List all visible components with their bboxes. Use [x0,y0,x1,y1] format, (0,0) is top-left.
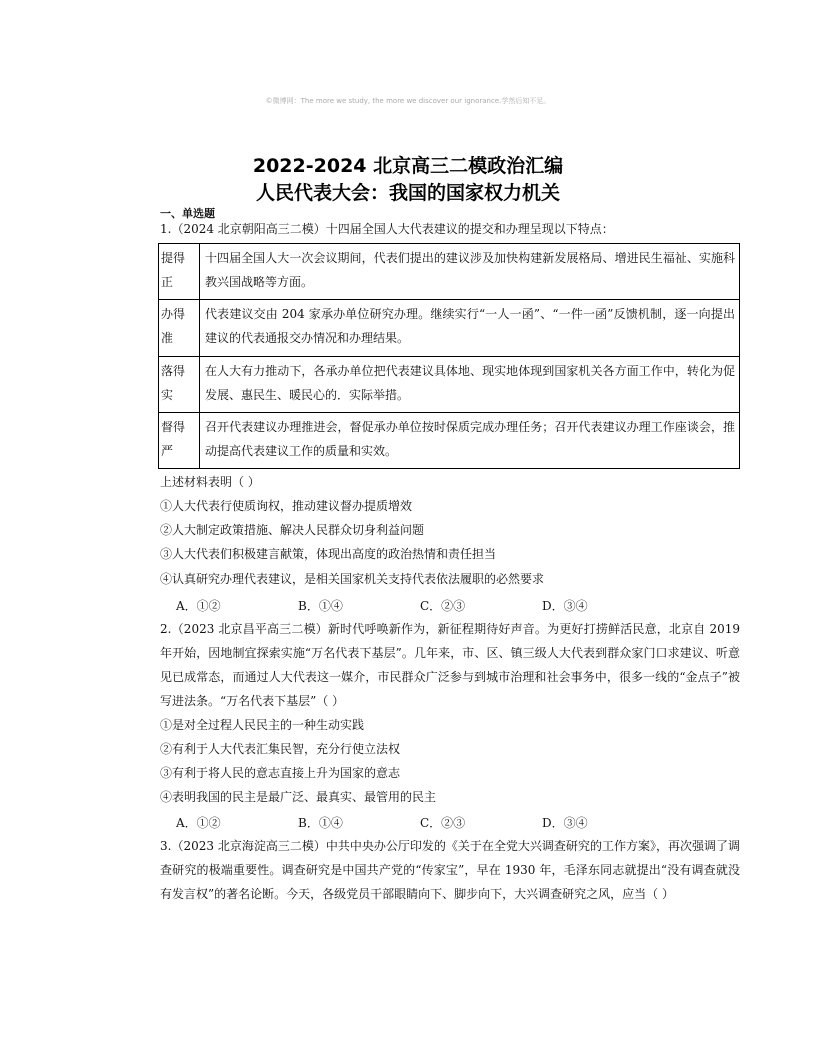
option-c: C．②③ [420,599,466,613]
q3-stem: 3.（2023 北京海淀高三二模）中共中央办公厅印发的《关于在全党大兴调查研究的工作方案》，再次强调了调查研究的极端重要性。调查研究是中国共产党的“传家宝”，早在 1930 年，毛泽东同志就提出“没有调查就没有发言权”的著名论断。今天，各级党员干部眼睛向下、脚步向下，大兴调查研究之风，应当（ ） [160,839,740,901]
option-a: A．①② [176,599,221,613]
option-d: D．③④ [542,816,588,830]
row-label: 提得正 [161,251,186,289]
option-c: C．②③ [420,816,466,830]
option-b: B．①④ [298,599,343,613]
row-text: 代表建议交由 204 家承办单位研究办理。继续实行“一人一函”、“一件一函”反馈机制，逐一向提出建议的代表通报交办情况和办理结果。 [200,300,740,357]
q1-options [176,597,664,614]
q1-item-4: ④认真研究办理代表建议，是相关国家机关支持代表依法履职的必然要求 [160,572,545,586]
row-label-cell [159,300,200,357]
table-row [159,300,740,357]
watermark: ©微博网：The more we study, the more we discover our ignorance.学然后知不足。 [265,97,551,105]
option-a: A．①② [176,816,221,830]
q2-item-3: ③有利于将人民的意志直接上升为国家的意志 [160,766,401,780]
row-label-cell [159,244,200,300]
row-text: 召开代表建议办理推进会，督促承办单位按时保质完成办理任务；召开代表建议办理工作座谈会，推动提高代表建议工作的质量和实效。 [200,413,740,469]
q2-item-4: ④表明我国的民主是最广泛、最真实、最管用的民主 [160,790,437,804]
table-row [159,413,740,469]
row-text: 十四届全国人大一次会议期间，代表们提出的建议涉及加快构建新发展格局、增进民生福祉、实施科教兴国战略等方面。 [200,244,740,300]
q2-item-2: ②有利于人大代表汇集民智，充分行使立法权 [160,742,401,756]
row-text: 在人大有力推动下，各承办单位把代表建议具体地、现实地体现到国家机关各方面工作中，转化为促发展、惠民生、暖民心的．实际举措。 [200,357,740,413]
option-d: D．③④ [542,599,588,613]
q2-stem: 2.（2023 北京昌平高三二模）新时代呼唤新作为，新征程期待好声音。为更好打捞鲜活民意，北京自 2019 年开始，因地制宜探索实施“万名代表下基层”。几年来，市、区、镇三级人大代表到群众家门口求建议、听意见已成常态，而通过人大代表这一媒介，市民群众广泛参与到城市治理和社会事务中，很多一线的“金点子”被写进法条。“万名代表下基层”（ ） [160,622,740,708]
document-title-line-1: 2022-2024 北京高三二模政治汇编 [252,155,564,177]
q1-stem: 1.（2024 北京朝阳高三二模）十四届全国人大代表建议的提交和办理呈现以下特点： [160,222,614,236]
q1-prompt: 上述材料表明（ ） [160,475,260,489]
document-title-line-2: 人民代表大会：我国的国家权力机关 [255,182,560,204]
row-label: 办得准 [161,307,186,345]
q2-options [176,814,664,831]
q1-item-3: ③人大代表们积极建言献策，体现出高度的政治热情和责任担当 [160,547,497,561]
table-row [159,244,740,300]
section-heading: 一、单选题 [160,207,215,220]
row-label: 督得严 [161,420,186,458]
q1-item-1: ①人大代表行使质询权，推动建议督办提质增效 [160,499,413,513]
option-b: B．①④ [298,816,343,830]
row-label: 落得实 [161,364,186,402]
row-label-cell [159,357,200,413]
q2-item-1: ①是对全过程人民民主的一种生动实践 [160,718,365,732]
q1-material-table [158,243,740,469]
row-label-cell [159,413,200,469]
q1-item-2: ②人大制定政策措施、解决人民群众切身利益问题 [160,523,425,537]
table-row [159,357,740,413]
